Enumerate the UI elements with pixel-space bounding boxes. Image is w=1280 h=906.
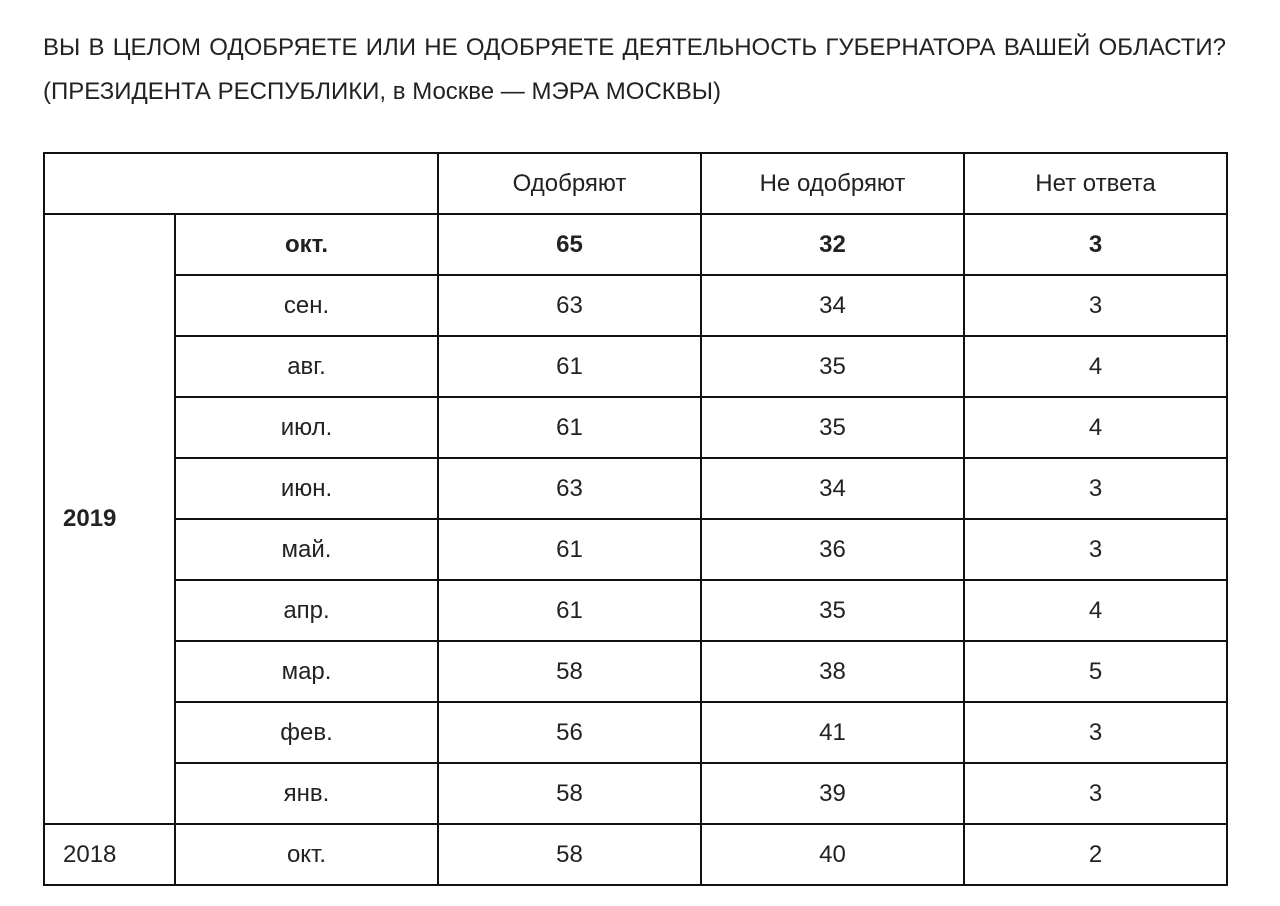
table-row bbox=[44, 702, 1227, 763]
header-no-answer: Нет ответа bbox=[964, 153, 1227, 214]
approval-table bbox=[43, 152, 1228, 886]
approve-cell: 63 bbox=[438, 275, 701, 336]
no-answer-cell: 3 bbox=[964, 519, 1227, 580]
disapprove-cell: 32 bbox=[701, 214, 964, 275]
disapprove-cell: 41 bbox=[701, 702, 964, 763]
approve-cell: 63 bbox=[438, 458, 701, 519]
approve-cell: 58 bbox=[438, 824, 701, 885]
month-cell: июн. bbox=[175, 458, 438, 519]
no-answer-cell: 3 bbox=[964, 763, 1227, 824]
month-cell: сен. bbox=[175, 275, 438, 336]
table-row bbox=[44, 580, 1227, 641]
no-answer-cell: 5 bbox=[964, 641, 1227, 702]
no-answer-cell: 3 bbox=[964, 458, 1227, 519]
disapprove-cell: 36 bbox=[701, 519, 964, 580]
disapprove-cell: 34 bbox=[701, 458, 964, 519]
disapprove-cell: 35 bbox=[701, 397, 964, 458]
approve-cell: 61 bbox=[438, 580, 701, 641]
month-cell: июл. bbox=[175, 397, 438, 458]
no-answer-cell: 4 bbox=[964, 397, 1227, 458]
month-cell: апр. bbox=[175, 580, 438, 641]
disapprove-cell: 38 bbox=[701, 641, 964, 702]
table-row bbox=[44, 519, 1227, 580]
approve-cell: 58 bbox=[438, 641, 701, 702]
table-row bbox=[44, 763, 1227, 824]
month-cell: окт. bbox=[175, 214, 438, 275]
header-empty-cell bbox=[44, 153, 438, 214]
year-cell: 2018 bbox=[44, 824, 175, 885]
disapprove-cell: 35 bbox=[701, 580, 964, 641]
month-cell: май. bbox=[175, 519, 438, 580]
table-row bbox=[44, 397, 1227, 458]
no-answer-cell: 3 bbox=[964, 214, 1227, 275]
approve-cell: 58 bbox=[438, 763, 701, 824]
no-answer-cell: 3 bbox=[964, 702, 1227, 763]
disapprove-cell: 40 bbox=[701, 824, 964, 885]
no-answer-cell: 4 bbox=[964, 336, 1227, 397]
table-row bbox=[44, 458, 1227, 519]
table-row bbox=[44, 214, 1227, 275]
disapprove-cell: 39 bbox=[701, 763, 964, 824]
month-cell: окт. bbox=[175, 824, 438, 885]
approve-cell: 56 bbox=[438, 702, 701, 763]
month-cell: мар. bbox=[175, 641, 438, 702]
approve-cell: 61 bbox=[438, 336, 701, 397]
table-row bbox=[44, 336, 1227, 397]
disapprove-cell: 34 bbox=[701, 275, 964, 336]
month-cell: фев. bbox=[175, 702, 438, 763]
disapprove-cell: 35 bbox=[701, 336, 964, 397]
no-answer-cell: 2 bbox=[964, 824, 1227, 885]
approve-cell: 65 bbox=[438, 214, 701, 275]
header-approve: Одобряют bbox=[438, 153, 701, 214]
question-title: ВЫ В ЦЕЛОМ ОДОБРЯЕТЕ ИЛИ НЕ ОДОБРЯЕТЕ ДЕЯТЕЛЬНОСТЬ ГУБЕРНАТОРА ВАШЕЙ ОБЛАСТИ? (ПРЕЗИДЕНТА РЕСПУБЛИКИ, в Москве — МЭРА МОСКВЫ) bbox=[43, 34, 1226, 105]
table-row bbox=[44, 275, 1227, 336]
month-cell: янв. bbox=[175, 763, 438, 824]
approve-cell: 61 bbox=[438, 519, 701, 580]
year-cell: 2019 bbox=[44, 214, 175, 824]
approve-cell: 61 bbox=[438, 397, 701, 458]
no-answer-cell: 3 bbox=[964, 275, 1227, 336]
table-row bbox=[44, 641, 1227, 702]
table-header-row bbox=[44, 153, 1227, 214]
table-row bbox=[44, 824, 1227, 885]
no-answer-cell: 4 bbox=[964, 580, 1227, 641]
month-cell: авг. bbox=[175, 336, 438, 397]
header-disapprove: Не одобряют bbox=[701, 153, 964, 214]
